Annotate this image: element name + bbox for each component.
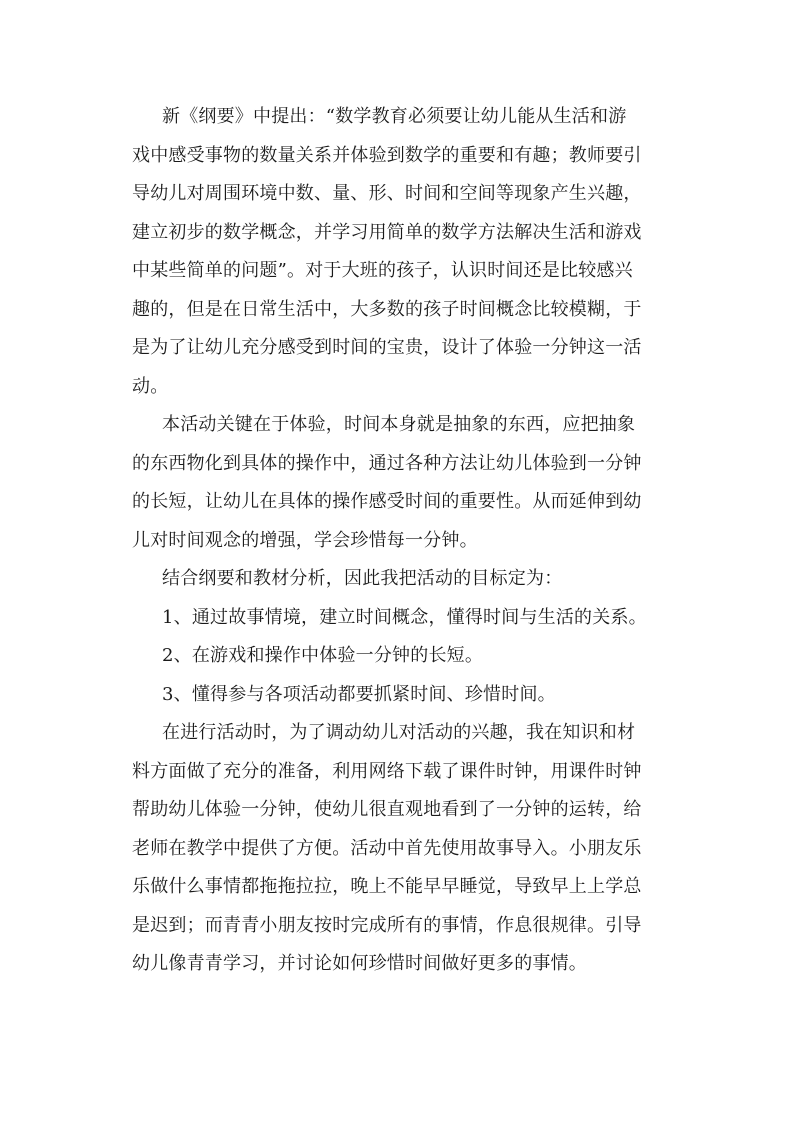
- text-line: 动。: [132, 375, 169, 397]
- text-line: 3、懂得参与各项活动都要抓紧时间、珍惜时间。: [162, 683, 556, 705]
- document-body: [132, 98, 687, 984]
- text-line: 帮助幼儿体验一分钟，使幼儿很直观地看到了一分钟的运转，给: [132, 799, 642, 820]
- text-line: 1、通过故事情境，建立时间概念，懂得时间与生活的关系。: [162, 606, 647, 628]
- text-line: 趣的，但是在日常生活中，大多数的孩子时间概念比较模糊，于: [132, 298, 642, 320]
- text-line: 在进行活动时，为了调动幼儿对活动的兴趣，我在知识和材: [162, 722, 636, 743]
- text-line: 儿对时间观念的增强，学会珍惜每一分钟。: [132, 529, 478, 551]
- text-line: 幼儿像青青学习，并讨论如何珍惜时间做好更多的事情。: [132, 953, 587, 974]
- text-line: 新《纲要》中提出：“数学教育必须要让幼儿能从生活和游: [162, 106, 627, 127]
- text-line: 建立初步的数学概念，并学习用简单的数学方法解决生活和游戏: [132, 221, 642, 243]
- text-line: 戏中感受事物的数量关系并体验到数学的重要和有趣；教师要引: [132, 144, 642, 166]
- text-line: 是为了让幼儿充分感受到时间的宝贵，设计了体验一分钟这一活: [132, 337, 642, 358]
- text-line: 料方面做了充分的准备，利用网络下载了课件时钟，用课件时钟: [132, 760, 642, 782]
- text-line: 是迟到；而青青小朋友按时完成所有的事情，作息很规律。引导: [132, 914, 642, 936]
- text-line: 中某些简单的问题”。对于大班的孩子，认识时间还是比较感兴: [132, 260, 633, 281]
- text-line: 的长短，让幼儿在具体的操作感受时间的重要性。从而延伸到幼: [132, 491, 642, 512]
- text-line: 本活动关键在于体验，时间本身就是抽象的东西，应把抽象: [162, 414, 636, 435]
- text-line: 导幼儿对周围环境中数、量、形、时间和空间等现象产生兴趣，: [132, 183, 642, 204]
- text-line: 结合纲要和教材分析，因此我把活动的目标定为：: [162, 568, 563, 589]
- text-line: 乐做什么事情都拖拖拉拉，晚上不能早早睡觉，导致早上上学总: [132, 876, 642, 897]
- text-line: 2、在游戏和操作中体验一分钟的长短。: [162, 645, 484, 666]
- text-line: 的东西物化到具体的操作中，通过各种方法让幼儿体验到一分钟: [132, 452, 642, 474]
- text-line: 老师在教学中提供了方便。活动中首先使用故事导入。小朋友乐: [132, 837, 642, 859]
